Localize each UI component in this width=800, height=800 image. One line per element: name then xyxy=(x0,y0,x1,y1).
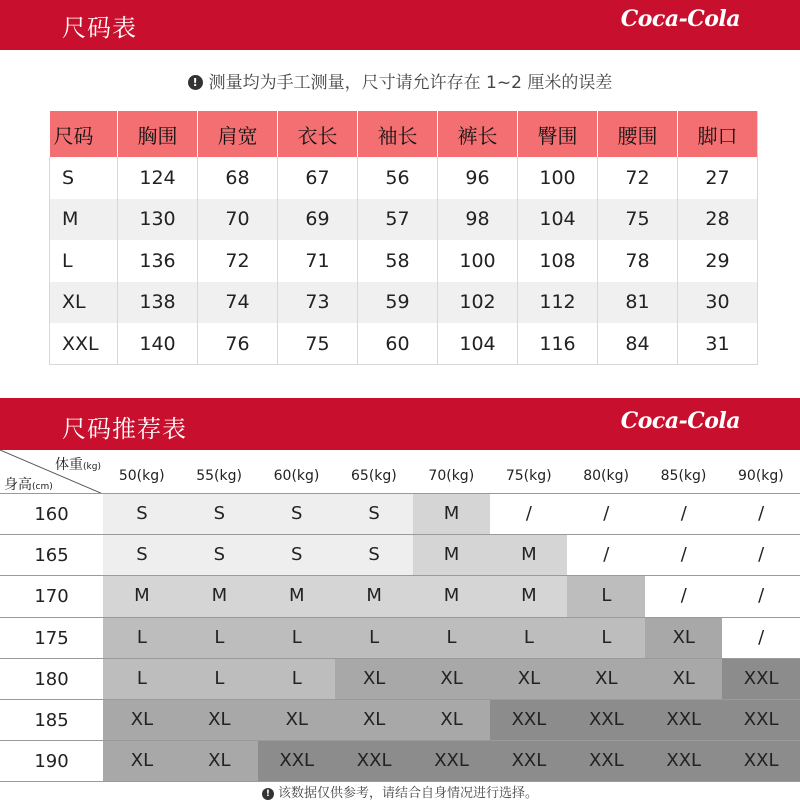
measurement-cell: 136 xyxy=(118,240,198,282)
measurement-cell: 72 xyxy=(198,240,278,282)
recommend-cell: XXL xyxy=(722,659,800,699)
measurement-cell: 28 xyxy=(678,199,758,241)
recommend-cell: XL xyxy=(258,700,336,740)
recommend-cell: XXL xyxy=(490,741,568,781)
recommend-cell: / xyxy=(722,494,800,534)
header-banner xyxy=(0,0,800,50)
measurement-note xyxy=(0,68,800,93)
recommend-cell: XXL xyxy=(413,741,491,781)
grid-corner-header xyxy=(0,450,103,494)
measurement-cell: 60 xyxy=(358,323,438,365)
recommend-cell: XXL xyxy=(722,700,800,740)
recommend-cell: L xyxy=(180,618,258,658)
measurement-cell: 29 xyxy=(678,240,758,282)
size-label-cell: XL xyxy=(50,282,118,324)
size-col-header: 脚口 xyxy=(678,111,758,157)
recommend-banner xyxy=(0,398,800,450)
recommend-cell: M xyxy=(490,535,568,575)
recommend-cell: M xyxy=(490,576,568,616)
recommend-cell: L xyxy=(413,618,491,658)
brand-logo: Coca-Cola xyxy=(620,408,740,434)
brand-logo: Coca-Cola xyxy=(620,6,740,32)
recommend-cell: XL xyxy=(103,741,181,781)
recommend-cell: / xyxy=(645,494,723,534)
measurement-cell: 140 xyxy=(118,323,198,365)
recommend-cell: XL xyxy=(413,659,491,699)
measurement-cell: 72 xyxy=(598,157,678,199)
measurement-cell: 81 xyxy=(598,282,678,324)
recommend-cell: S xyxy=(103,535,181,575)
size-row xyxy=(50,240,758,282)
measurement-cell: 138 xyxy=(118,282,198,324)
size-label-cell: XXL xyxy=(50,323,118,365)
measurement-cell: 57 xyxy=(358,199,438,241)
recommend-cell: / xyxy=(490,494,568,534)
measurement-cell: 70 xyxy=(198,199,278,241)
measurement-cell: 71 xyxy=(278,240,358,282)
recommend-cell: L xyxy=(103,618,181,658)
recommend-cell: M xyxy=(413,494,491,534)
recommend-cell: XL xyxy=(645,618,723,658)
measurement-note-text: 测量均为手工测量，尺寸请允许存在 1~2 厘米的误差 xyxy=(208,73,613,93)
recommend-cell: S xyxy=(258,494,336,534)
recommend-cell: XL xyxy=(180,700,258,740)
measurement-cell: 58 xyxy=(358,240,438,282)
recommend-cell: / xyxy=(722,535,800,575)
weight-header: 85(kg) xyxy=(660,468,707,484)
recommend-cell: S xyxy=(103,494,181,534)
size-col-header: 裤长 xyxy=(438,111,518,157)
size-col-header: 衣长 xyxy=(278,111,358,157)
recommend-cell: / xyxy=(645,576,723,616)
measurement-cell: 73 xyxy=(278,282,358,324)
measurement-cell: 78 xyxy=(598,240,678,282)
height-header: 185 xyxy=(34,710,69,731)
size-label-cell: M xyxy=(50,199,118,241)
height-header: 160 xyxy=(34,504,69,525)
recommend-cell: L xyxy=(103,659,181,699)
measurement-cell: 75 xyxy=(278,323,358,365)
recommend-cell: XL xyxy=(335,659,413,699)
page-title: 尺码表 xyxy=(62,14,137,42)
measurement-cell: 67 xyxy=(278,157,358,199)
measurement-cell: 84 xyxy=(598,323,678,365)
recommend-cell: S xyxy=(335,535,413,575)
size-col-header: 尺码 xyxy=(50,111,118,157)
weight-header: 55(kg) xyxy=(196,468,242,484)
measurement-cell: 76 xyxy=(198,323,278,365)
measurement-cell: 27 xyxy=(678,157,758,199)
size-row xyxy=(50,282,758,324)
measurement-cell: 74 xyxy=(198,282,278,324)
recommend-cell: L xyxy=(180,659,258,699)
measurement-cell: 108 xyxy=(518,240,598,282)
size-row xyxy=(50,157,758,199)
weight-header: 70(kg) xyxy=(428,468,475,484)
recommend-cell: / xyxy=(722,618,800,658)
measurement-cell: 102 xyxy=(438,282,518,324)
recommend-cell: / xyxy=(567,535,645,575)
reference-note-text: 该数据仅供参考，请结合自身情况进行选择。 xyxy=(277,786,538,800)
weight-header: 80(kg) xyxy=(583,468,629,484)
recommend-cell: M xyxy=(180,576,258,616)
size-col-header: 臀围 xyxy=(518,111,598,157)
measurement-cell: 96 xyxy=(438,157,518,199)
recommend-cell: L xyxy=(490,618,568,658)
recommend-cell: S xyxy=(180,494,258,534)
size-recommend-grid xyxy=(0,450,800,782)
size-col-header: 胸围 xyxy=(118,111,198,157)
height-header: 190 xyxy=(34,751,69,773)
measurement-cell: 68 xyxy=(198,157,278,199)
size-label-cell: S xyxy=(50,157,118,199)
size-row xyxy=(50,323,758,365)
recommend-cell: / xyxy=(645,535,723,575)
size-row xyxy=(50,199,758,241)
measurement-cell: 100 xyxy=(518,157,598,199)
measurement-cell: 69 xyxy=(278,199,358,241)
size-table xyxy=(49,111,758,365)
recommend-cell: L xyxy=(258,659,336,699)
recommend-cell: XL xyxy=(413,700,491,740)
weight-header: 90(kg) xyxy=(738,468,784,484)
recommend-cell: L xyxy=(567,618,645,658)
recommend-cell: XL xyxy=(103,700,181,740)
recommend-cell: S xyxy=(335,494,413,534)
height-header: 165 xyxy=(34,545,69,567)
recommend-cell: XL xyxy=(335,700,413,740)
recommend-cell: XXL xyxy=(722,741,800,781)
recommend-cell: M xyxy=(413,535,491,575)
height-header: 175 xyxy=(34,627,69,649)
measurement-cell: 59 xyxy=(358,282,438,324)
measurement-cell: 98 xyxy=(438,199,518,241)
size-col-header: 腰围 xyxy=(598,111,678,157)
recommend-cell: XXL xyxy=(645,700,723,740)
weight-header: 75(kg) xyxy=(505,468,552,484)
height-header: 170 xyxy=(34,586,69,608)
measurement-cell: 104 xyxy=(438,323,518,365)
recommend-cell: XL xyxy=(490,659,568,699)
weight-header: 60(kg) xyxy=(273,468,320,484)
weight-axis-label: 体重(kg) xyxy=(55,457,101,473)
measurement-cell: 30 xyxy=(678,282,758,324)
weight-header: 50(kg) xyxy=(118,468,165,484)
recommend-cell: XXL xyxy=(490,700,568,740)
recommend-cell: / xyxy=(567,494,645,534)
recommend-cell: M xyxy=(413,576,491,616)
recommend-cell: XXL xyxy=(567,741,645,781)
recommend-cell: XL xyxy=(180,741,258,781)
recommend-cell: M xyxy=(258,576,336,616)
recommend-cell: XXL xyxy=(645,741,723,781)
recommend-cell: XXL xyxy=(335,741,413,781)
size-col-header: 肩宽 xyxy=(198,111,278,157)
recommend-cell: S xyxy=(258,535,336,575)
weight-header: 65(kg) xyxy=(351,468,397,484)
measurement-cell: 56 xyxy=(358,157,438,199)
recommend-cell: S xyxy=(180,535,258,575)
measurement-cell: 124 xyxy=(118,157,198,199)
recommend-title: 尺码推荐表 xyxy=(62,415,187,443)
exclamation-icon: ! xyxy=(262,788,274,800)
recommend-cell: L xyxy=(335,618,413,658)
recommend-cell: XL xyxy=(645,659,723,699)
measurement-cell: 100 xyxy=(438,240,518,282)
measurement-cell: 31 xyxy=(678,323,758,365)
measurement-cell: 104 xyxy=(518,199,598,241)
measurement-cell: 130 xyxy=(118,199,198,241)
height-header: 180 xyxy=(34,668,69,690)
recommend-cell: M xyxy=(335,576,413,616)
measurement-cell: 75 xyxy=(598,199,678,241)
recommend-cell: L xyxy=(567,576,645,616)
height-axis-label: 身高(cm) xyxy=(4,477,53,493)
size-col-header: 袖长 xyxy=(358,111,438,157)
size-label-cell: L xyxy=(50,240,118,282)
recommend-cell: XXL xyxy=(567,700,645,740)
recommend-cell: / xyxy=(722,576,800,616)
exclamation-icon: ! xyxy=(188,75,203,90)
recommend-cell: XXL xyxy=(258,741,336,781)
measurement-cell: 112 xyxy=(518,282,598,324)
size-table-header xyxy=(50,111,758,157)
recommend-cell: XL xyxy=(567,659,645,699)
recommend-cell: L xyxy=(258,618,336,658)
measurement-cell: 116 xyxy=(518,323,598,365)
reference-note xyxy=(0,782,800,800)
recommend-cell: M xyxy=(103,576,181,616)
